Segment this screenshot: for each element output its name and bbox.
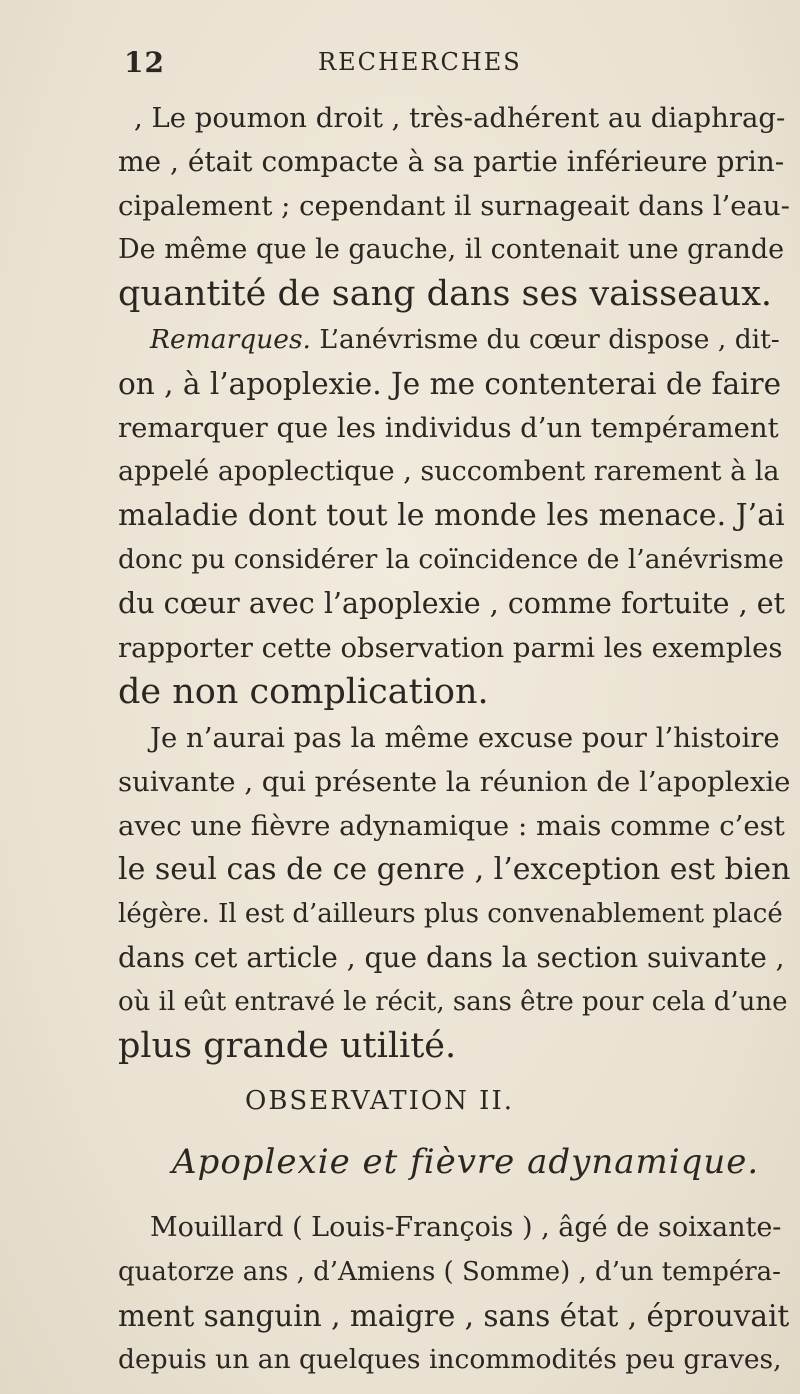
observation-title: OBSERVATION II. <box>245 1086 514 1116</box>
text-line: maladie dont tout le monde les menace. J’ai <box>118 498 785 533</box>
text-line: ment sanguin , maigre , sans état , éprouvait <box>118 1299 790 1333</box>
text-line: avec une fièvre adynamique : mais comme c’est <box>118 810 785 842</box>
text-line: rapporter cette observation parmi les exemples <box>118 632 783 664</box>
text-line: donc pu considérer la coïncidence de l’anévrisme <box>118 544 784 575</box>
text-line: le seul cas de ce genre , l’exception est bien <box>118 852 791 887</box>
page-number: 12 <box>124 46 165 79</box>
text-line: me , était compacte à sa partie inférieure prin- <box>118 145 785 178</box>
running-head: RECHERCHES <box>318 48 522 76</box>
page-header <box>0 46 800 86</box>
text-line: Je n’aurai pas la même excuse pour l’histoire <box>150 722 780 754</box>
text-line: où il eût entravé le récit, sans être pour cela d’une <box>118 987 788 1017</box>
text-line: plus grande utilité. <box>118 1026 457 1066</box>
text-line: remarquer que les individus d’un tempérament <box>118 412 779 444</box>
text-line: du cœur avec l’apoplexie , comme fortuite , et <box>118 587 786 620</box>
text-line: de non complication. <box>118 672 489 712</box>
text-line: appelé apoplectique , succombent rarement à la <box>118 456 780 487</box>
remarks-heading: Remarques. <box>150 324 311 355</box>
text-line: légère. Il est d’ailleurs plus convenablement placé <box>118 899 783 929</box>
text-line: quatorze ans , d’Amiens ( Somme) , d’un tempéra- <box>118 1257 781 1287</box>
text-span: L’anévrisme du cœur dispose , dit- <box>310 324 780 355</box>
text-line: Mouillard ( Louis-François ) , âgé de soixante- <box>150 1212 782 1243</box>
text-line: dans cet article , que dans la section suivante , <box>118 941 785 974</box>
text-line: depuis un an quelques incommodités peu graves, <box>118 1344 782 1375</box>
text-line: quantité de sang dans ses vaisseaux. <box>118 274 773 314</box>
observation-subtitle: Apoplexie et fièvre adynamique. <box>172 1142 760 1182</box>
text-line: cipalement ; cependant il surnageait dans l’eau- <box>118 190 790 222</box>
text-line: , Le poumon droit , très-adhérent au diaphrag- <box>134 102 786 134</box>
text-line: suivante , qui présente la réunion de l’apoplexie <box>118 766 791 798</box>
text-line: De même que le gauche, il contenait une grande <box>118 234 785 265</box>
text-line <box>150 318 780 362</box>
text-line: on , à l’apoplexie. Je me contenterai de faire <box>118 367 782 401</box>
